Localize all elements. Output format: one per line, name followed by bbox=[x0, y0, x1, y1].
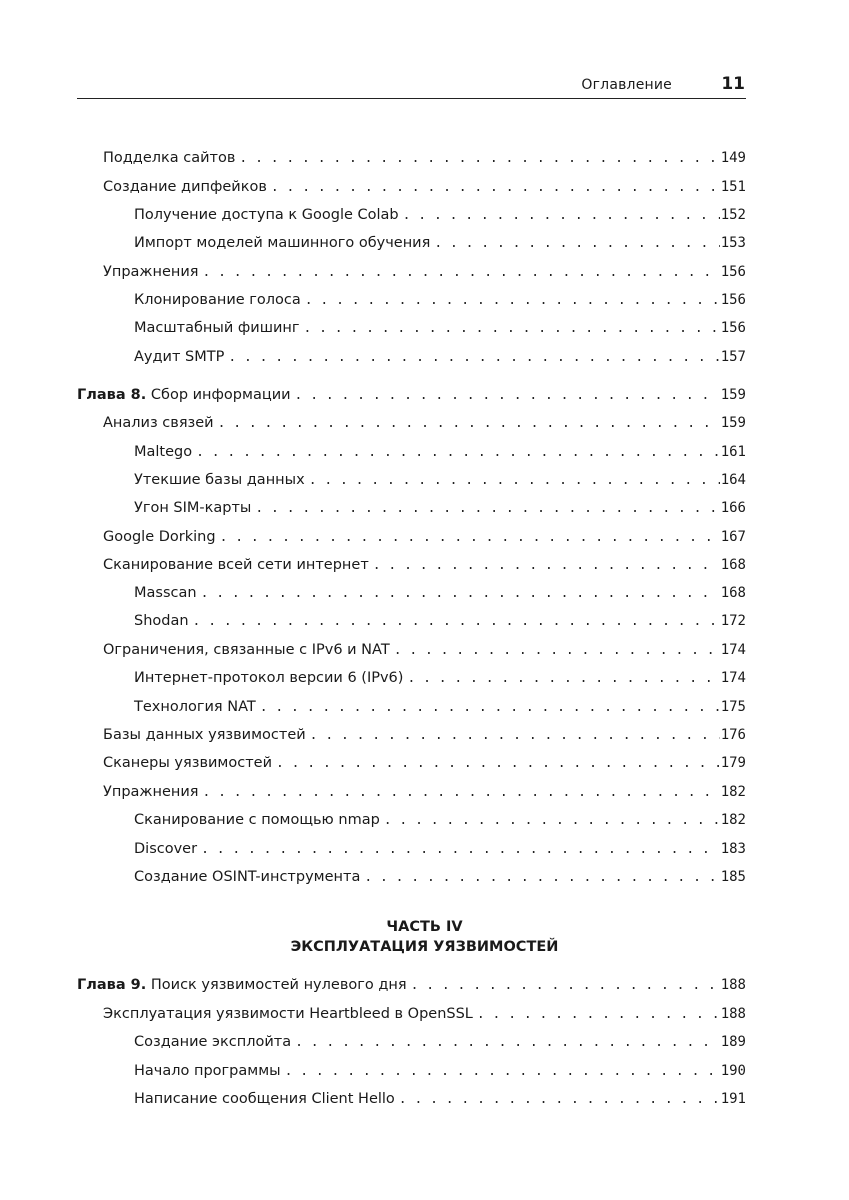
dot-leader bbox=[260, 697, 720, 719]
dot-leader bbox=[295, 1032, 720, 1054]
dot-leader bbox=[203, 782, 720, 804]
toc-entry-title: Анализ связей bbox=[103, 415, 214, 431]
dot-leader bbox=[399, 1089, 720, 1111]
toc-entry-title: Сканирование с помощью nmap bbox=[134, 812, 380, 828]
toc-entry[interactable] bbox=[0, 441, 746, 463]
toc-chapter-9[interactable] bbox=[0, 974, 746, 996]
toc-entry-page: 156 bbox=[720, 320, 746, 336]
toc-entry-title: Эксплуатация уязвимости Heartbleed в OpenSSL bbox=[103, 1006, 473, 1022]
toc-entry[interactable] bbox=[0, 469, 746, 491]
dot-leader bbox=[384, 810, 720, 832]
dot-leader bbox=[218, 413, 720, 435]
toc-entry-page: 174 bbox=[720, 642, 746, 658]
toc-entry[interactable] bbox=[0, 412, 746, 434]
toc-entry-page: 168 bbox=[720, 557, 746, 573]
toc-entry-page: 152 bbox=[720, 207, 746, 223]
toc-entry-page: 172 bbox=[720, 613, 746, 629]
toc-entry[interactable] bbox=[0, 866, 746, 888]
dot-leader bbox=[309, 470, 720, 492]
toc-entry-title: Базы данных уязвимостей bbox=[103, 727, 306, 743]
toc-entry[interactable] bbox=[0, 1060, 746, 1082]
page-number: 11 bbox=[721, 74, 745, 94]
toc-entry-title: Подделка сайтов bbox=[103, 150, 236, 166]
toc-entry-title: Shodan bbox=[134, 613, 189, 629]
toc-entry-page: 161 bbox=[720, 444, 746, 460]
toc-entry[interactable] bbox=[0, 147, 746, 169]
toc-entry[interactable] bbox=[0, 289, 746, 311]
dot-leader bbox=[364, 867, 719, 889]
toc-entry-page: 167 bbox=[720, 529, 746, 545]
toc-entry-page: 188 bbox=[720, 977, 746, 993]
toc-entry[interactable] bbox=[0, 752, 746, 774]
toc-entry[interactable] bbox=[0, 554, 746, 576]
toc-entry-title: Клонирование голоса bbox=[134, 292, 301, 308]
toc-entry[interactable] bbox=[0, 261, 746, 283]
toc-entry[interactable] bbox=[0, 346, 746, 368]
toc-entry-page: 159 bbox=[720, 387, 746, 403]
toc-entry[interactable] bbox=[0, 724, 746, 746]
toc-entry[interactable] bbox=[0, 610, 746, 632]
toc-entry-page: 166 bbox=[720, 500, 746, 516]
dot-leader bbox=[403, 205, 720, 227]
toc-entry[interactable] bbox=[0, 232, 746, 254]
toc-entry[interactable] bbox=[0, 667, 746, 689]
toc-entry-title: Google Dorking bbox=[103, 529, 216, 545]
toc-entry-title: Discover bbox=[134, 841, 198, 857]
toc-entry-title: Технология NAT bbox=[134, 699, 256, 715]
toc-entry[interactable] bbox=[0, 639, 746, 661]
toc-entry[interactable] bbox=[0, 204, 746, 226]
dot-leader bbox=[394, 640, 720, 662]
toc-entry-page: 189 bbox=[720, 1034, 746, 1050]
toc-entry-page: 183 bbox=[720, 841, 746, 857]
chapter-title: Сбор информации bbox=[150, 387, 291, 403]
dot-leader bbox=[407, 668, 719, 690]
toc-entry[interactable] bbox=[0, 838, 746, 860]
running-title: Оглавление bbox=[581, 77, 672, 93]
dot-leader bbox=[411, 975, 720, 997]
dot-leader bbox=[201, 583, 720, 605]
dot-leader bbox=[295, 385, 720, 407]
toc-entry-title: Получение доступа к Google Colab bbox=[134, 207, 399, 223]
toc-entry-page: 153 bbox=[720, 235, 746, 251]
toc-entry-page: 179 bbox=[720, 755, 746, 771]
toc-entry-page: 191 bbox=[720, 1091, 746, 1107]
toc-entry-page: 156 bbox=[720, 292, 746, 308]
toc-entry[interactable] bbox=[0, 1003, 746, 1025]
toc-entry-title: Импорт моделей машинного обучения bbox=[134, 235, 431, 251]
toc-entry-title: Создание дипфейков bbox=[103, 179, 267, 195]
toc-entry-title: Угон SIM-карты bbox=[134, 500, 252, 516]
toc-entry-title: Интернет-протокол версии 6 (IPv6) bbox=[134, 670, 404, 686]
dot-leader bbox=[228, 347, 719, 369]
toc-entry[interactable] bbox=[0, 317, 746, 339]
dot-leader bbox=[193, 611, 720, 633]
toc-entry-title: Начало программы bbox=[134, 1063, 281, 1079]
toc-entry-title: Сканеры уязвимостей bbox=[103, 755, 272, 771]
toc-entry-title: Сканирование всей сети интернет bbox=[103, 557, 369, 573]
toc-entry-page: 157 bbox=[720, 349, 746, 365]
toc-entry-title: Masscan bbox=[134, 585, 197, 601]
toc-entry-page: 164 bbox=[720, 472, 746, 488]
toc-entry-page: 176 bbox=[720, 727, 746, 743]
chapter-label: Глава 9. bbox=[77, 977, 147, 993]
toc-entry-title: Аудит SMTP bbox=[134, 349, 225, 365]
toc-entry-title: Ограничения, связанные с IPv6 и NAT bbox=[103, 642, 390, 658]
dot-leader bbox=[305, 290, 720, 312]
toc-entry-title: Упражнения bbox=[103, 784, 199, 800]
toc-entry[interactable] bbox=[0, 1088, 746, 1110]
part-label: ЧАСТЬ IV bbox=[386, 919, 463, 935]
toc-entry-page: 190 bbox=[720, 1063, 746, 1079]
toc-entry-page: 159 bbox=[720, 415, 746, 431]
toc-entry-title: Создание OSINT-инструмента bbox=[134, 869, 361, 885]
toc-entry-page: 149 bbox=[720, 150, 746, 166]
part-title: ЭКСПЛУАТАЦИЯ УЯЗВИМОСТЕЙ bbox=[290, 939, 559, 955]
toc-entry-page: 175 bbox=[720, 699, 746, 715]
toc-entry-title: Создание эксплойта bbox=[134, 1034, 292, 1050]
toc-entry[interactable] bbox=[0, 781, 746, 803]
chapter-label: Глава 8. bbox=[77, 387, 147, 403]
toc-entry-page: 188 bbox=[720, 1006, 746, 1022]
dot-leader bbox=[271, 177, 720, 199]
toc-entry[interactable] bbox=[0, 1031, 746, 1053]
toc-entry-page: 168 bbox=[720, 585, 746, 601]
dot-leader bbox=[255, 498, 719, 520]
toc-chapter-8[interactable] bbox=[0, 384, 746, 406]
toc-entry-page: 185 bbox=[720, 869, 746, 885]
dot-leader bbox=[276, 753, 720, 775]
dot-leader bbox=[239, 148, 719, 170]
toc-entry[interactable] bbox=[0, 696, 746, 718]
dot-leader bbox=[220, 527, 720, 549]
toc-entry-title: Написание сообщения Client Hello bbox=[134, 1091, 395, 1107]
toc-entry-title: Упражнения bbox=[103, 264, 199, 280]
dot-leader bbox=[434, 233, 719, 255]
dot-leader bbox=[203, 262, 720, 284]
toc-entry[interactable] bbox=[0, 497, 746, 519]
toc-entry[interactable] bbox=[0, 582, 746, 604]
toc-entry[interactable] bbox=[0, 809, 746, 831]
toc-entry-page: 182 bbox=[720, 812, 746, 828]
dot-leader bbox=[477, 1004, 720, 1026]
toc-entry-title: Масштабный фишинг bbox=[134, 320, 300, 336]
dot-leader bbox=[373, 555, 720, 577]
dot-leader bbox=[196, 442, 720, 464]
toc-entry[interactable] bbox=[0, 176, 746, 198]
running-header bbox=[77, 74, 746, 99]
toc-entry-title: Maltego bbox=[134, 444, 193, 460]
dot-leader bbox=[303, 318, 719, 340]
toc-entry-page: 182 bbox=[720, 784, 746, 800]
toc-entry-page: 174 bbox=[720, 670, 746, 686]
dot-leader bbox=[201, 839, 720, 861]
toc-entry[interactable] bbox=[0, 526, 746, 548]
dot-leader bbox=[310, 725, 720, 747]
toc-entry-page: 151 bbox=[720, 179, 746, 195]
toc-entry-page: 156 bbox=[720, 264, 746, 280]
chapter-title: Поиск уязвимостей нулевого дня bbox=[150, 977, 407, 993]
dot-leader bbox=[285, 1061, 720, 1083]
toc-entry-title: Утекшие базы данных bbox=[134, 472, 305, 488]
